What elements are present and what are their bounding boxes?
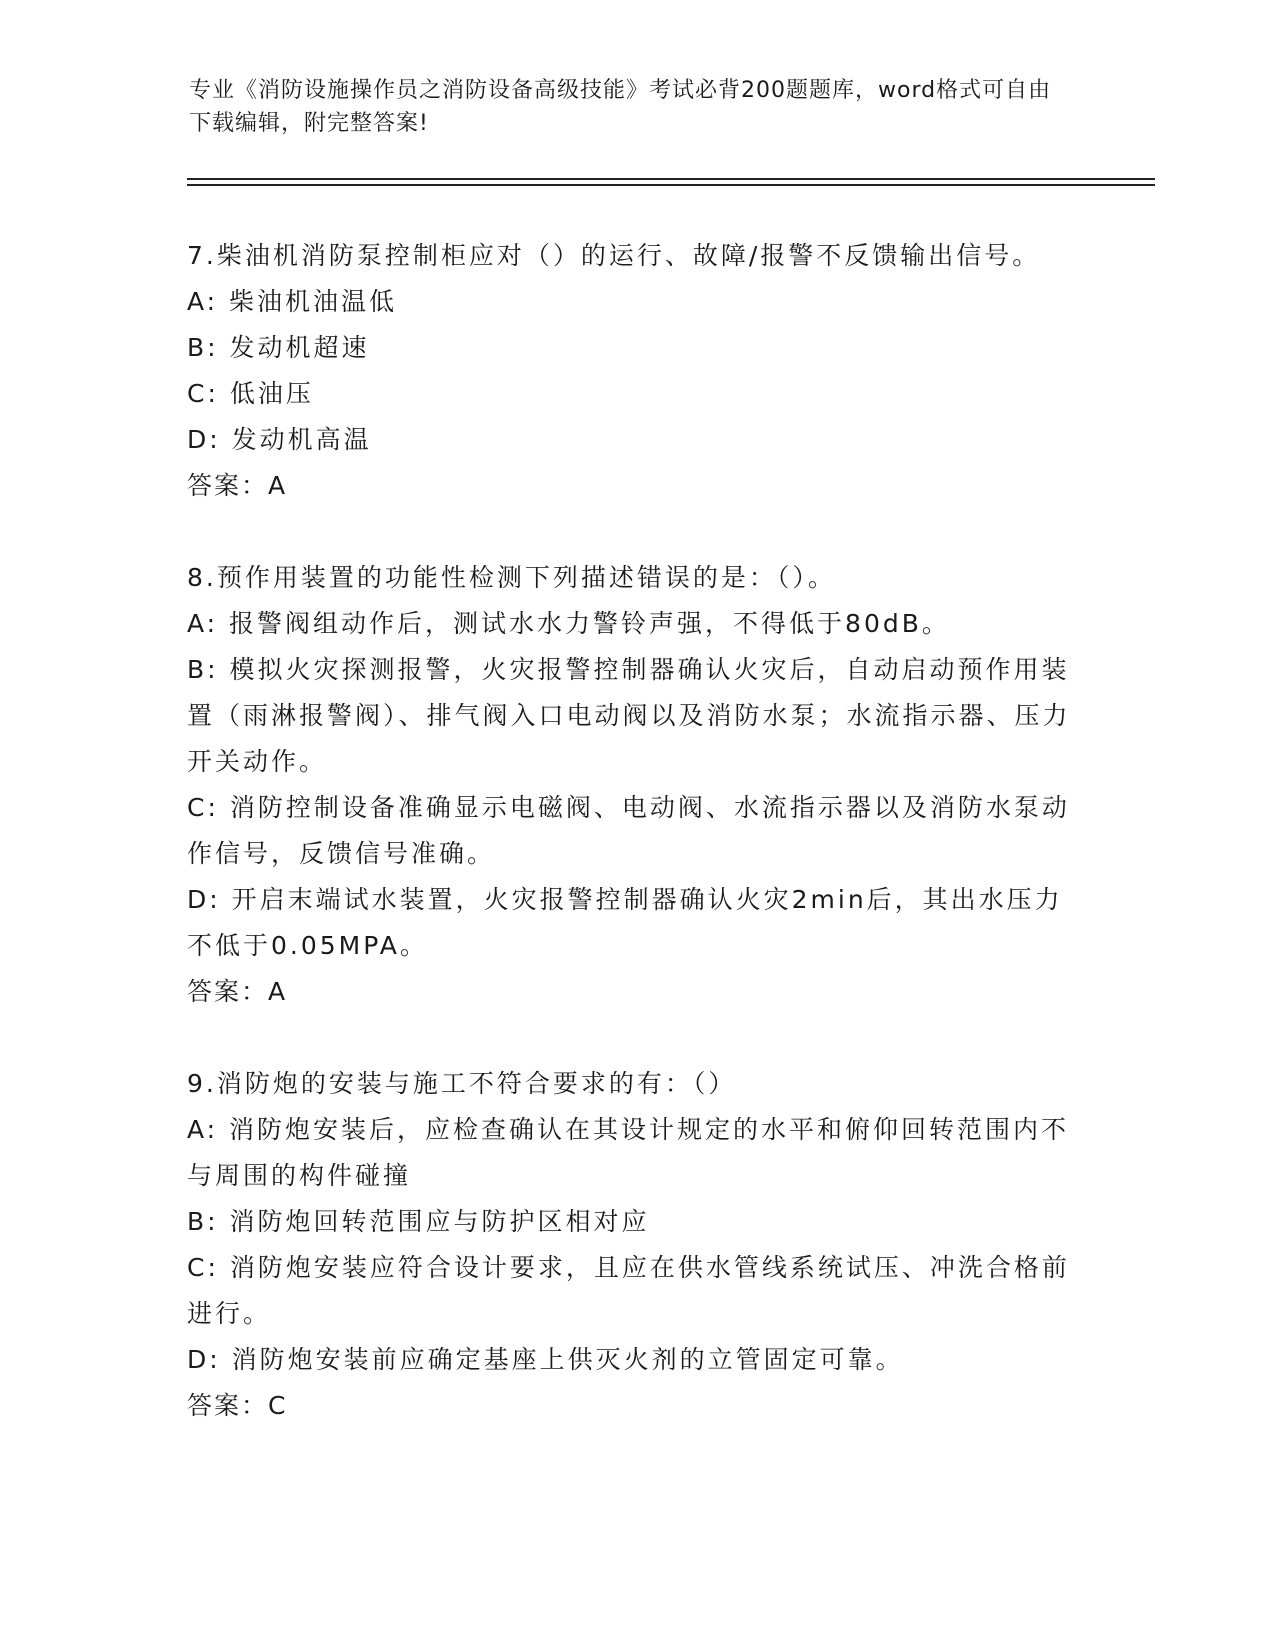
option-d: D: 开启末端试水装置，火灾报警控制器确认火灾2min后，其出水压力不低于0.05MPA。 — [187, 885, 1063, 960]
document-header: 专业《消防设施操作员之消防设备高级技能》考试必背200题题库，word格式可自由下载编辑，附完整答案! — [189, 78, 1052, 136]
option-d: D: 消防炮安装前应确定基座上供灭火剂的立管固定可靠。 — [187, 1345, 904, 1374]
question-9 — [187, 1061, 1087, 1429]
option-a: A: 消防炮安装后，应检查确认在其设计规定的水平和俯仰回转范围内不与周围的构件碰撞 — [187, 1115, 1070, 1190]
option-b: B: 消防炮回转范围应与防护区相对应 — [187, 1207, 650, 1236]
question-7 — [187, 233, 1087, 509]
option-b: B: 模拟火灾探测报警，火灾报警控制器确认火灾后，自动启动预作用装置（雨淋报警阀）、排气阀入口电动阀以及消防水泵；水流指示器、压力开关动作。 — [187, 655, 1071, 776]
question-stem: 7.柴油机消防泵控制柜应对（）的运行、故障/报警不反馈输出信号。 — [187, 241, 1041, 270]
answer-line: 答案：C — [187, 1391, 288, 1420]
option-a: A: 柴油机油温低 — [187, 287, 398, 316]
option-c: C: 消防控制设备准确显示电磁阀、电动阀、水流指示器以及消防水泵动作信号，反馈信号准确。 — [187, 793, 1070, 868]
header-divider-top — [187, 178, 1155, 180]
option-b: B: 发动机超速 — [187, 333, 370, 362]
option-a: A: 报警阀组动作后，测试水水力警铃声强，不得低于80dB。 — [187, 609, 950, 638]
question-stem: 8.预作用装置的功能性检测下列描述错误的是：（）。 — [187, 563, 836, 592]
header-divider-bottom — [187, 184, 1155, 186]
answer-line: 答案：A — [187, 977, 288, 1006]
question-list — [187, 233, 1087, 1475]
option-c: C: 低油压 — [187, 379, 314, 408]
question-stem: 9.消防炮的安装与施工不符合要求的有：（） — [187, 1069, 737, 1098]
answer-line: 答案：A — [187, 471, 288, 500]
option-d: D: 发动机高温 — [187, 425, 372, 454]
option-c: C: 消防炮安装应符合设计要求，且应在供水管线系统试压、冲洗合格前进行。 — [187, 1253, 1070, 1328]
question-8 — [187, 555, 1087, 1015]
